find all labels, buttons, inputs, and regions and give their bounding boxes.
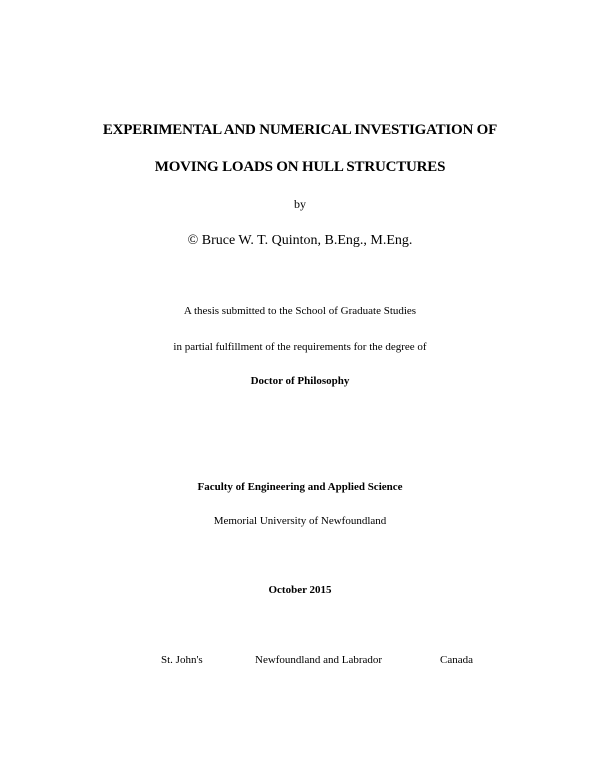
thesis-title-line-1: EXPERIMENTAL AND NUMERICAL INVESTIGATION OF (102, 122, 498, 138)
submission-date: October 2015 (268, 584, 332, 596)
faculty-name: Faculty of Engineering and Applied Science (197, 481, 403, 493)
degree-name: Doctor of Philosophy (250, 375, 350, 387)
university-name: Memorial University of Newfoundland (213, 515, 387, 527)
location-city: St. John's (161, 654, 203, 666)
thesis-title-line-2: MOVING LOADS ON HULL STRUCTURES (154, 159, 446, 175)
location-country: Canada (440, 654, 473, 666)
by-label: by (294, 197, 306, 211)
submission-statement: A thesis submitted to the School of Graduate Studies (183, 305, 417, 317)
author-name: © Bruce W. T. Quinton, B.Eng., M.Eng. (187, 233, 413, 248)
location-province: Newfoundland and Labrador (255, 654, 383, 666)
fulfillment-statement: in partial fulfillment of the requirements for the degree of (173, 341, 427, 353)
